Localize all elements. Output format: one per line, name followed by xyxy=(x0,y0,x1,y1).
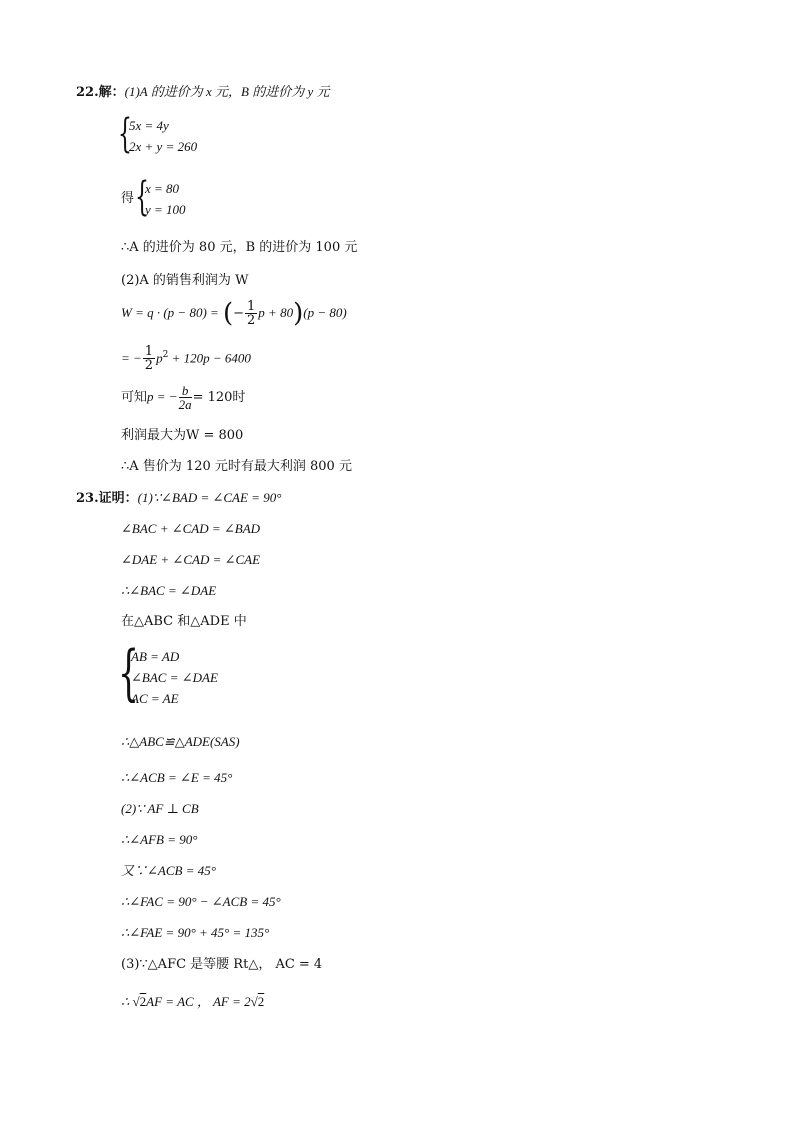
profit-left: W = q · (p − 80) = xyxy=(121,305,219,320)
q23-line-14 xyxy=(121,994,264,1010)
vertex-post: = 120时 xyxy=(192,390,246,405)
sqrt-radicand: 2 xyxy=(139,994,147,1009)
fraction-den: 2 xyxy=(247,313,256,328)
equation-1a: 5x = 4y xyxy=(129,118,169,133)
fraction-num: 1 xyxy=(144,344,154,360)
fraction-b-2a xyxy=(179,384,192,411)
vertex-formula xyxy=(121,382,245,413)
fraction-den: 2a xyxy=(178,397,192,412)
congruence-brace: { xyxy=(118,638,140,708)
paren-close: ) xyxy=(293,298,304,329)
q22-line-2: ∴A 的进价为 80 元，B 的进价为 100 元 xyxy=(121,240,358,255)
q23-line-11: ∴∠FAC = 90° − ∠ACB = 45° xyxy=(121,894,281,909)
fraction-num: b xyxy=(179,384,192,398)
profit-formula xyxy=(121,298,347,329)
q23-line-8: (2)∵ AF ⊥ CB xyxy=(121,801,199,816)
solution-x: x = 80 xyxy=(145,181,180,196)
q23-line-10: 又∵∠ACB = 45° xyxy=(121,863,216,878)
fraction-num: 1 xyxy=(247,299,256,314)
solution-brace: { xyxy=(135,174,149,220)
max-profit: 利润最大为W = 800 xyxy=(121,428,244,443)
q23-line-5: 在△ABC 和△ADE 中 xyxy=(121,614,247,629)
q23-line-1 xyxy=(76,490,281,507)
q22-part1-statement: (1)A 的进价为 x 元，B 的进价为 y 元 xyxy=(124,84,330,99)
q23-line-7: ∴∠ACB = ∠E = 45° xyxy=(121,770,233,785)
q23-line-13: (3)∵△AFC 是等腰 Rt△， AC = 4 xyxy=(121,957,323,972)
q23-line-2: ∠BAC + ∠CAD = ∠BAD xyxy=(121,521,261,536)
equation-1b: 2x + y = 260 xyxy=(129,139,198,154)
sqrt-sign: √ xyxy=(132,994,140,1009)
de-label: 得 xyxy=(121,191,135,206)
q23-line-4: ∴∠BAC = ∠DAE xyxy=(121,583,217,598)
fraction-den: 2 xyxy=(144,358,154,374)
condition-1: AB = AD xyxy=(131,649,180,664)
q23-header: 23.证明： xyxy=(76,491,138,506)
system-brace: { xyxy=(118,111,132,157)
condition-3: AC = AE xyxy=(131,691,179,706)
q22-line-1 xyxy=(76,84,329,101)
expanded-prefix: = − xyxy=(121,350,142,366)
profit-minus: − xyxy=(233,306,245,321)
q23-line-6: ∴△ABC≌△ADE(SAS) xyxy=(121,734,240,749)
q22-line-3: (2)A 的销售利润为 W xyxy=(121,273,249,288)
sqrt-radicand-2: 2 xyxy=(257,994,265,1009)
solution-y: y = 100 xyxy=(145,202,186,217)
condition-2: ∠BAC = ∠DAE xyxy=(131,670,218,685)
profit-mid: p + 80 xyxy=(258,305,294,320)
vertex-prefix: 可知 xyxy=(121,390,148,405)
paren-open: ( xyxy=(222,298,234,329)
q23-line-12: ∴∠FAE = 90° + 45° = 135° xyxy=(121,925,270,940)
q23-part1: (1)∵∠BAD = ∠CAE = 90° xyxy=(137,490,282,505)
fraction-half-2 xyxy=(143,345,155,372)
fraction-half-1 xyxy=(245,300,257,327)
therefore: ∴ xyxy=(121,994,133,1009)
q23-line-3: ∠DAE + ∠CAD = ∠CAE xyxy=(121,552,261,567)
sqrt-sign-2: √ xyxy=(250,994,258,1009)
expanded-rest: + 120p − 6400 xyxy=(168,350,251,366)
q22-header: 22.解： xyxy=(76,85,125,100)
exponent: 2 xyxy=(162,350,169,360)
profit-right: (p − 80) xyxy=(303,305,347,320)
q23-line-14-mid: AF = AC ， AF = 2 xyxy=(146,994,251,1009)
vertex-p: p = − xyxy=(147,389,178,404)
expanded-p: p xyxy=(156,350,163,366)
q23-line-9: ∴∠AFB = 90° xyxy=(121,832,198,847)
expanded-formula xyxy=(121,340,251,374)
q22-conclusion: ∴A 售价为 120 元时有最大利润 800 元 xyxy=(121,459,352,474)
